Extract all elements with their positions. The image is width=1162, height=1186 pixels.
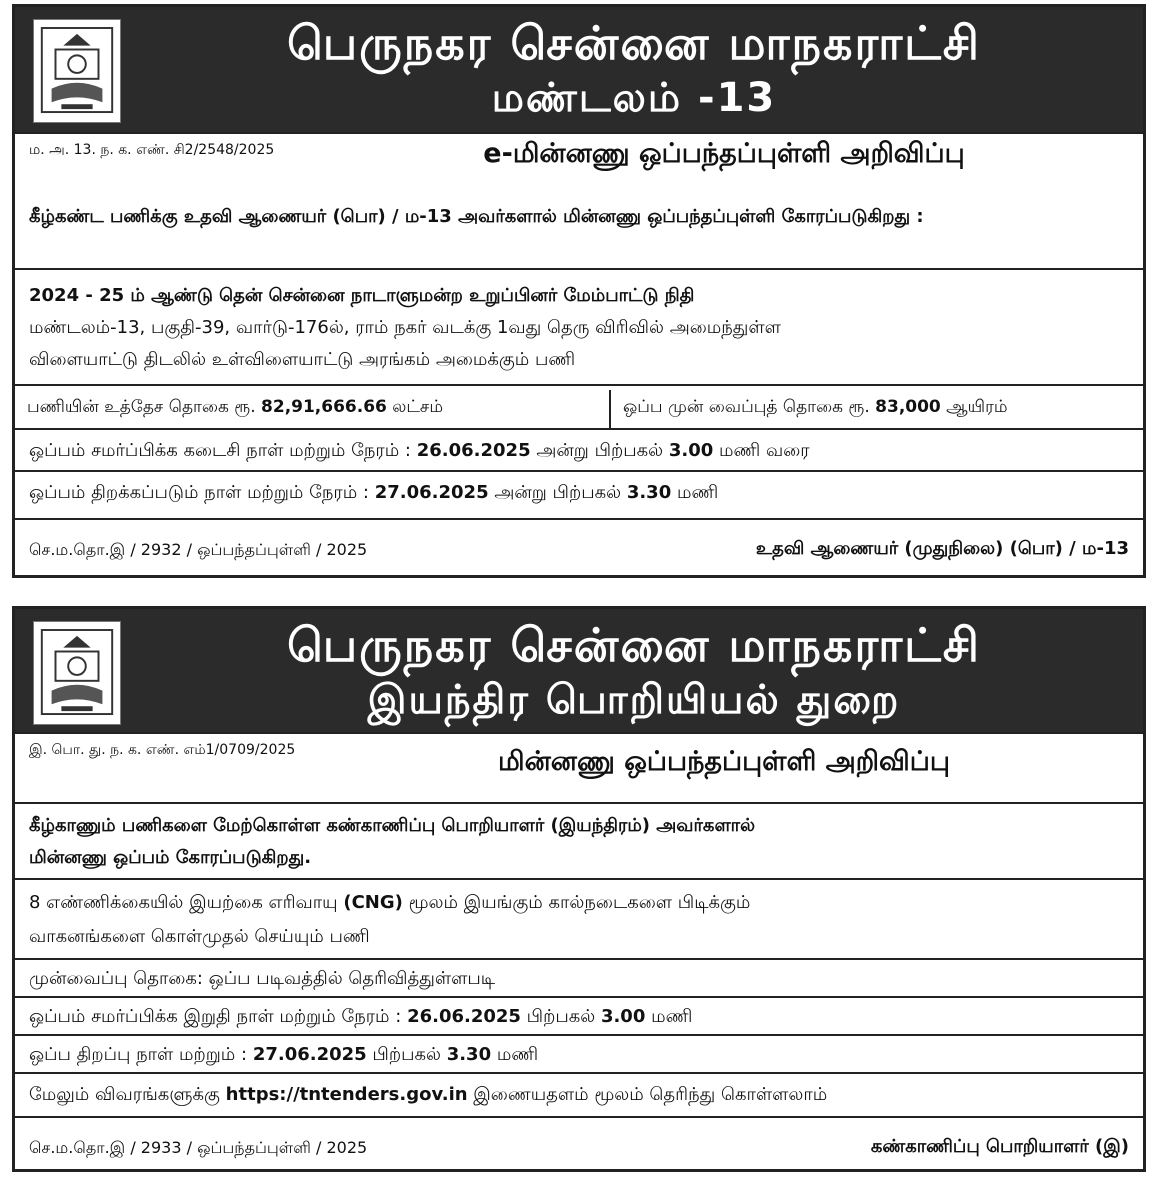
work-line-1: 2024 - 25 ம் ஆண்டு தென் சென்னை நாடாளுமன்ற உறுப்பினர் மேம்பாட்டு நிதி bbox=[29, 285, 695, 306]
submission-mid: அன்று பிற்பகல் bbox=[536, 440, 664, 461]
more-info-pre: மேலும் விவரங்களுக்கு bbox=[29, 1084, 220, 1105]
submission-time: 3.00 bbox=[600, 1006, 646, 1027]
tender-website-link[interactable]: https://tntenders.gov.in bbox=[225, 1084, 468, 1105]
header-title: பெருநகர சென்னை மாநகராட்சி bbox=[287, 16, 981, 70]
intro-section bbox=[15, 804, 1143, 880]
header-title: பெருநகர சென்னை மாநகராட்சி bbox=[287, 618, 981, 672]
submission-label: ஒப்பம் சமர்ப்பிக்க கடைசி நாள் மற்றும் நேரம் : bbox=[29, 440, 411, 461]
emd-value: 83,000 bbox=[875, 397, 941, 417]
submission-row bbox=[15, 998, 1143, 1036]
more-info-row bbox=[15, 1074, 1143, 1118]
submission-time: 3.00 bbox=[668, 440, 714, 461]
work-line-3: விளையாட்டு திடலில் உள்விளையாட்டு அரங்கம் அமைக்கும் பணி bbox=[29, 349, 576, 370]
more-info-post: இணையதளம் மூலம் தெரிந்து கொள்ளலாம் bbox=[473, 1084, 828, 1105]
opening-label: ஒப்ப திறப்பு நாள் மற்றும் : bbox=[29, 1044, 248, 1065]
tender-notice-zone-13 bbox=[12, 4, 1146, 578]
submission-date: 26.06.2025 bbox=[416, 440, 531, 461]
notice-title: மின்னணு ஒப்பந்தப்புள்ளி அறிவிப்பு bbox=[498, 746, 950, 777]
more-info-line bbox=[15, 1078, 1143, 1112]
work-description bbox=[15, 880, 1143, 960]
work-post: மூலம் இயங்கும் கால்நடைகளை பிடிக்கும் bbox=[408, 892, 751, 913]
intro-line-2: மின்னணு ஒப்பம் கோரப்படுகிறது. bbox=[29, 847, 312, 868]
corporation-emblem-icon bbox=[33, 621, 121, 725]
notice-title-row bbox=[15, 734, 1143, 804]
notice-header bbox=[15, 7, 1143, 134]
submission-line bbox=[15, 1000, 1143, 1034]
opening-end: மணி bbox=[676, 482, 719, 503]
reference-number: ம. அ. 13. ந. க. எண். சி2/2548/2025 bbox=[29, 142, 275, 158]
submission-end: மணி வரை bbox=[718, 440, 810, 461]
tender-notice-mechanical bbox=[12, 606, 1146, 1172]
notice-intro-section bbox=[15, 134, 1143, 270]
submission-line bbox=[15, 434, 1143, 468]
opening-label: ஒப்பம் திறக்கப்படும் நாள் மற்றும் நேரம் : bbox=[29, 482, 369, 503]
estimate-value: 82,91,666.66 bbox=[261, 397, 387, 417]
submission-date: 26.06.2025 bbox=[407, 1006, 521, 1027]
notice-footer bbox=[15, 520, 1143, 576]
emd-row bbox=[15, 960, 1143, 998]
header-subtitle: மண்டலம் -13 bbox=[491, 75, 777, 121]
corporation-emblem-icon bbox=[33, 19, 121, 123]
submission-mid: பிற்பகல் bbox=[526, 1006, 596, 1027]
notice-header bbox=[15, 609, 1143, 734]
emd-unit: ஆயிரம் bbox=[946, 397, 1008, 417]
submission-label: ஒப்பம் சமர்ப்பிக்க இறுதி நாள் மற்றும் நேரம் : bbox=[29, 1006, 402, 1027]
opening-end: மணி bbox=[496, 1044, 539, 1065]
opening-date: 27.06.2025 bbox=[252, 1044, 367, 1065]
opening-row bbox=[15, 472, 1143, 520]
submission-row bbox=[15, 430, 1143, 472]
reference-number: இ. பொ. து. ந. க. எண். எம்1/0709/2025 bbox=[29, 742, 296, 758]
estimate-label: பணியின் உத்தேச தொகை ரூ. bbox=[27, 397, 256, 417]
opening-time: 3.30 bbox=[446, 1044, 492, 1065]
opening-row bbox=[15, 1036, 1143, 1074]
opening-mid: அன்று பிற்பகல் bbox=[494, 482, 622, 503]
work-cng: (CNG) bbox=[343, 892, 403, 913]
notice-title: e-மின்னணு ஒப்பந்தப்புள்ளி அறிவிப்பு bbox=[483, 138, 965, 169]
footer-reference: செ.ம.தொ.இ / 2932 / ஒப்பந்தப்புள்ளி / 2025 bbox=[29, 540, 368, 559]
emd-cell bbox=[611, 390, 1143, 428]
intro-text: கீழ்கண்ட பணிக்கு உதவி ஆணையர் (பொ) / ம-13 அவர்களால் மின்னணு ஒப்பந்தப்புள்ளி கோரப்படுகிறது : bbox=[29, 206, 924, 227]
footer-signatory: கண்காணிப்பு பொறியாளர் (இ) bbox=[870, 1136, 1129, 1157]
submission-end: மணி bbox=[651, 1006, 693, 1027]
notice-footer bbox=[15, 1118, 1143, 1174]
opening-line bbox=[15, 476, 1143, 510]
opening-mid: பிற்பகல் bbox=[372, 1044, 441, 1065]
footer-signatory: உதவி ஆணையர் (முதுநிலை) (பொ) / ம-13 bbox=[755, 538, 1129, 559]
amount-row bbox=[15, 386, 1143, 430]
estimate-unit: லட்சம் bbox=[392, 397, 444, 417]
intro-line-1: கீழ்காணும் பணிகளை மேற்கொள்ள கண்காணிப்பு பொறியாளர் (இயந்திரம்) அவர்களால் bbox=[29, 815, 756, 836]
estimate-cell bbox=[15, 390, 611, 428]
opening-time: 3.30 bbox=[626, 482, 672, 503]
work-pre: 8 எண்ணிக்கையில் இயற்கை எரிவாயு bbox=[29, 892, 338, 913]
opening-line bbox=[15, 1038, 1143, 1072]
work-line-2: மண்டலம்-13, பகுதி-39, வார்டு-176ல், ராம் நகர் வடக்கு 1வது தெரு விரிவில் அமைந்துள்ள bbox=[29, 317, 781, 338]
emd-line: முன்வைப்பு தொகை: ஒப்ப படிவத்தில் தெரிவித்துள்ளபடி bbox=[29, 968, 496, 989]
opening-date: 27.06.2025 bbox=[374, 482, 489, 503]
header-subtitle: இயந்திர பொறியியல் துறை bbox=[367, 677, 901, 723]
emd-label: ஒப்ப முன் வைப்புத் தொகை ரூ. bbox=[623, 397, 870, 417]
work-line-2: வாகனங்களை கொள்முதல் செய்யும் பணி bbox=[29, 926, 370, 947]
footer-reference: செ.ம.தொ.இ / 2933 / ஒப்பந்தப்புள்ளி / 2025 bbox=[29, 1138, 368, 1157]
work-description bbox=[15, 270, 1143, 386]
work-line-1 bbox=[15, 886, 1143, 920]
